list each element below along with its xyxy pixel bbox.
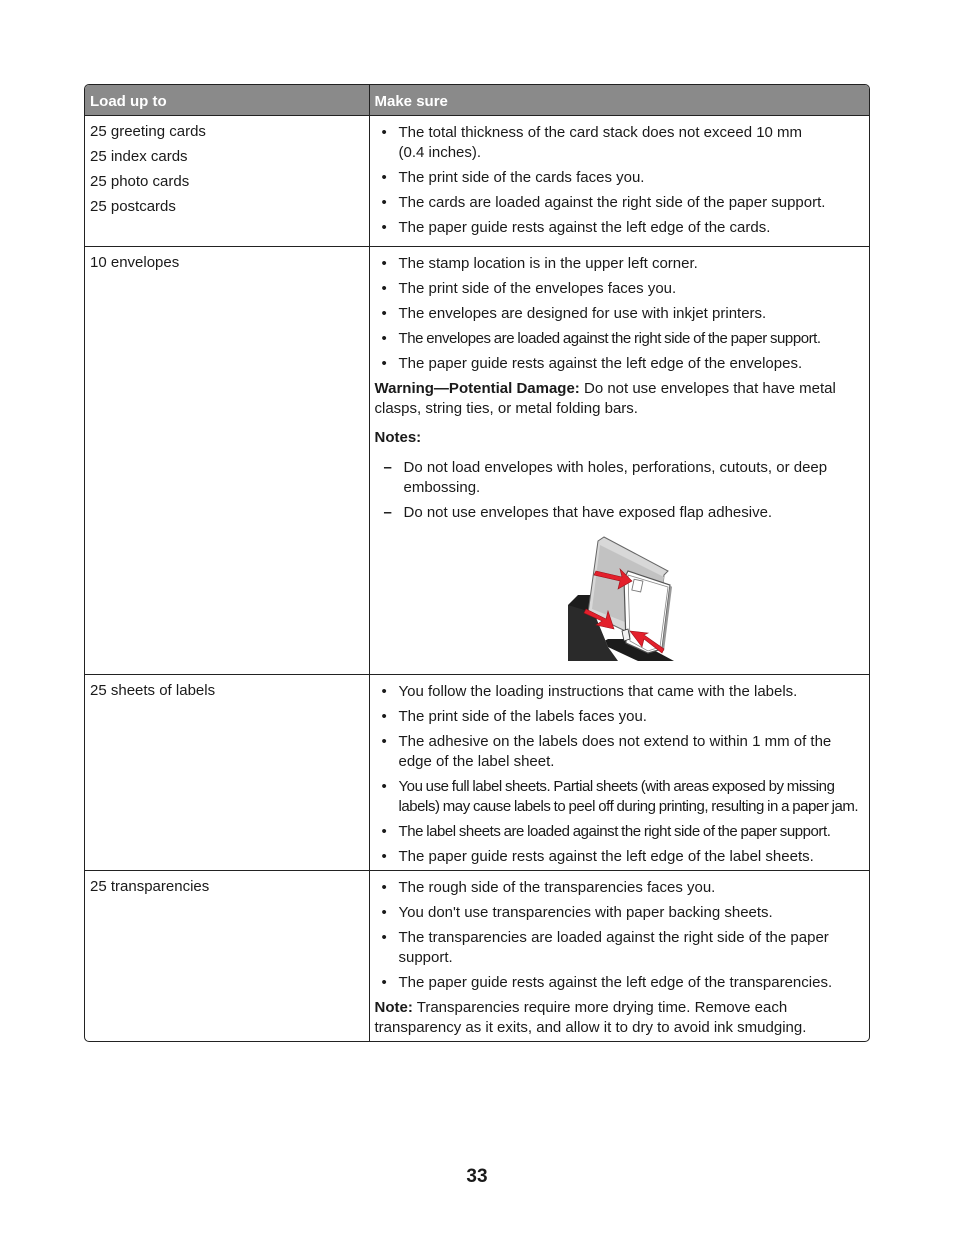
make-sure-cell	[369, 674, 870, 870]
bullet-list	[374, 123, 869, 238]
table-row-labels	[85, 674, 870, 870]
warning-label: Warning—Potential Damage:	[374, 379, 580, 397]
warning-paragraph	[375, 379, 869, 419]
bullet-list	[374, 254, 869, 374]
make-sure-cell	[369, 246, 870, 674]
bullet-item: • The paper guide rests against the left edge of the transparencies.	[374, 973, 869, 993]
bullet-item: • The label sheets are loaded against the right side of the paper support.	[374, 822, 869, 842]
loading-guidelines-table	[85, 85, 870, 1041]
bullet-item: • The cards are loaded against the right side of the paper support.	[374, 193, 869, 213]
header-make-sure: Make sure	[369, 85, 870, 115]
page-number: 33	[466, 1166, 488, 1187]
bullet-item: • The total thickness of the card stack does not exceed 10 mm (0.4 inches).	[374, 123, 869, 163]
notes-list	[374, 458, 869, 523]
bullet-item: • You follow the loading instructions that came with the labels.	[374, 682, 869, 702]
table-row-transparencies	[85, 870, 870, 1041]
bullet-item: • The envelopes are loaded against the right side of the paper support.	[374, 329, 869, 349]
paper-loading-table	[84, 84, 870, 1042]
load-item: 25 photo cards	[90, 172, 190, 190]
note-text: Transparencies require more drying time. Remove each transparency as it exits, and allow it to dry to avoid ink smudging.	[374, 998, 807, 1036]
load-cell	[85, 870, 369, 1041]
bullet-item: • The transparencies are loaded against the right side of the paper support.	[374, 928, 869, 968]
bullet-item: • The paper guide rests against the left edge of the envelopes.	[374, 354, 869, 374]
load-item: 25 index cards	[90, 147, 188, 165]
load-cell	[85, 674, 369, 870]
warning-text: Do not use envelopes that have metal clasps, string ties, or metal folding bars.	[374, 379, 836, 417]
note-item: – Do not use envelopes that have exposed flap adhesive.	[374, 503, 869, 523]
bullet-list	[374, 682, 869, 867]
bullet-item: • The paper guide rests against the left edge of the cards.	[374, 218, 869, 238]
load-item: 25 greeting cards	[90, 122, 206, 140]
load-item: 25 sheets of labels	[90, 681, 216, 699]
make-sure-cell	[369, 115, 870, 246]
bullet-item: • You use full label sheets. Partial sheets (with areas exposed by missing labels) may cause labels to peel off during printing, resulting in a paper jam.	[374, 777, 869, 817]
note-label: Note:	[374, 998, 413, 1016]
bullet-item: • The print side of the labels faces you.	[374, 707, 869, 727]
notes-title: Notes:	[374, 428, 422, 446]
note-paragraph	[375, 998, 869, 1038]
table-header-row	[85, 85, 870, 115]
header-load-up-to: Load up to	[85, 85, 369, 115]
bullet-item: • The paper guide rests against the left edge of the label sheets.	[374, 847, 869, 867]
load-cell	[85, 246, 369, 674]
bullet-item: • You don't use transparencies with paper backing sheets.	[374, 903, 869, 923]
bullet-item: • The rough side of the transparencies faces you.	[374, 878, 869, 898]
load-item: 10 envelopes	[90, 253, 180, 271]
bullet-item: • The print side of the cards faces you.	[374, 168, 869, 188]
bullet-list	[374, 878, 869, 993]
table-row-envelopes	[85, 246, 870, 674]
bullet-item: • The envelopes are designed for use with inkjet printers.	[374, 304, 869, 324]
bullet-item: • The print side of the envelopes faces you.	[374, 279, 869, 299]
make-sure-cell	[369, 870, 870, 1041]
load-cell	[85, 115, 369, 246]
table-row-cards	[85, 115, 870, 246]
load-item: 25 postcards	[90, 197, 176, 215]
bullet-item: • The stamp location is in the upper left corner.	[374, 254, 869, 274]
load-item: 25 transparencies	[90, 877, 210, 895]
envelope-loading-illustration-icon	[568, 535, 678, 661]
note-item: – Do not load envelopes with holes, perforations, cutouts, or deep embossing.	[374, 458, 869, 498]
bullet-item: • The adhesive on the labels does not extend to within 1 mm of the edge of the label sheet.	[374, 732, 869, 772]
